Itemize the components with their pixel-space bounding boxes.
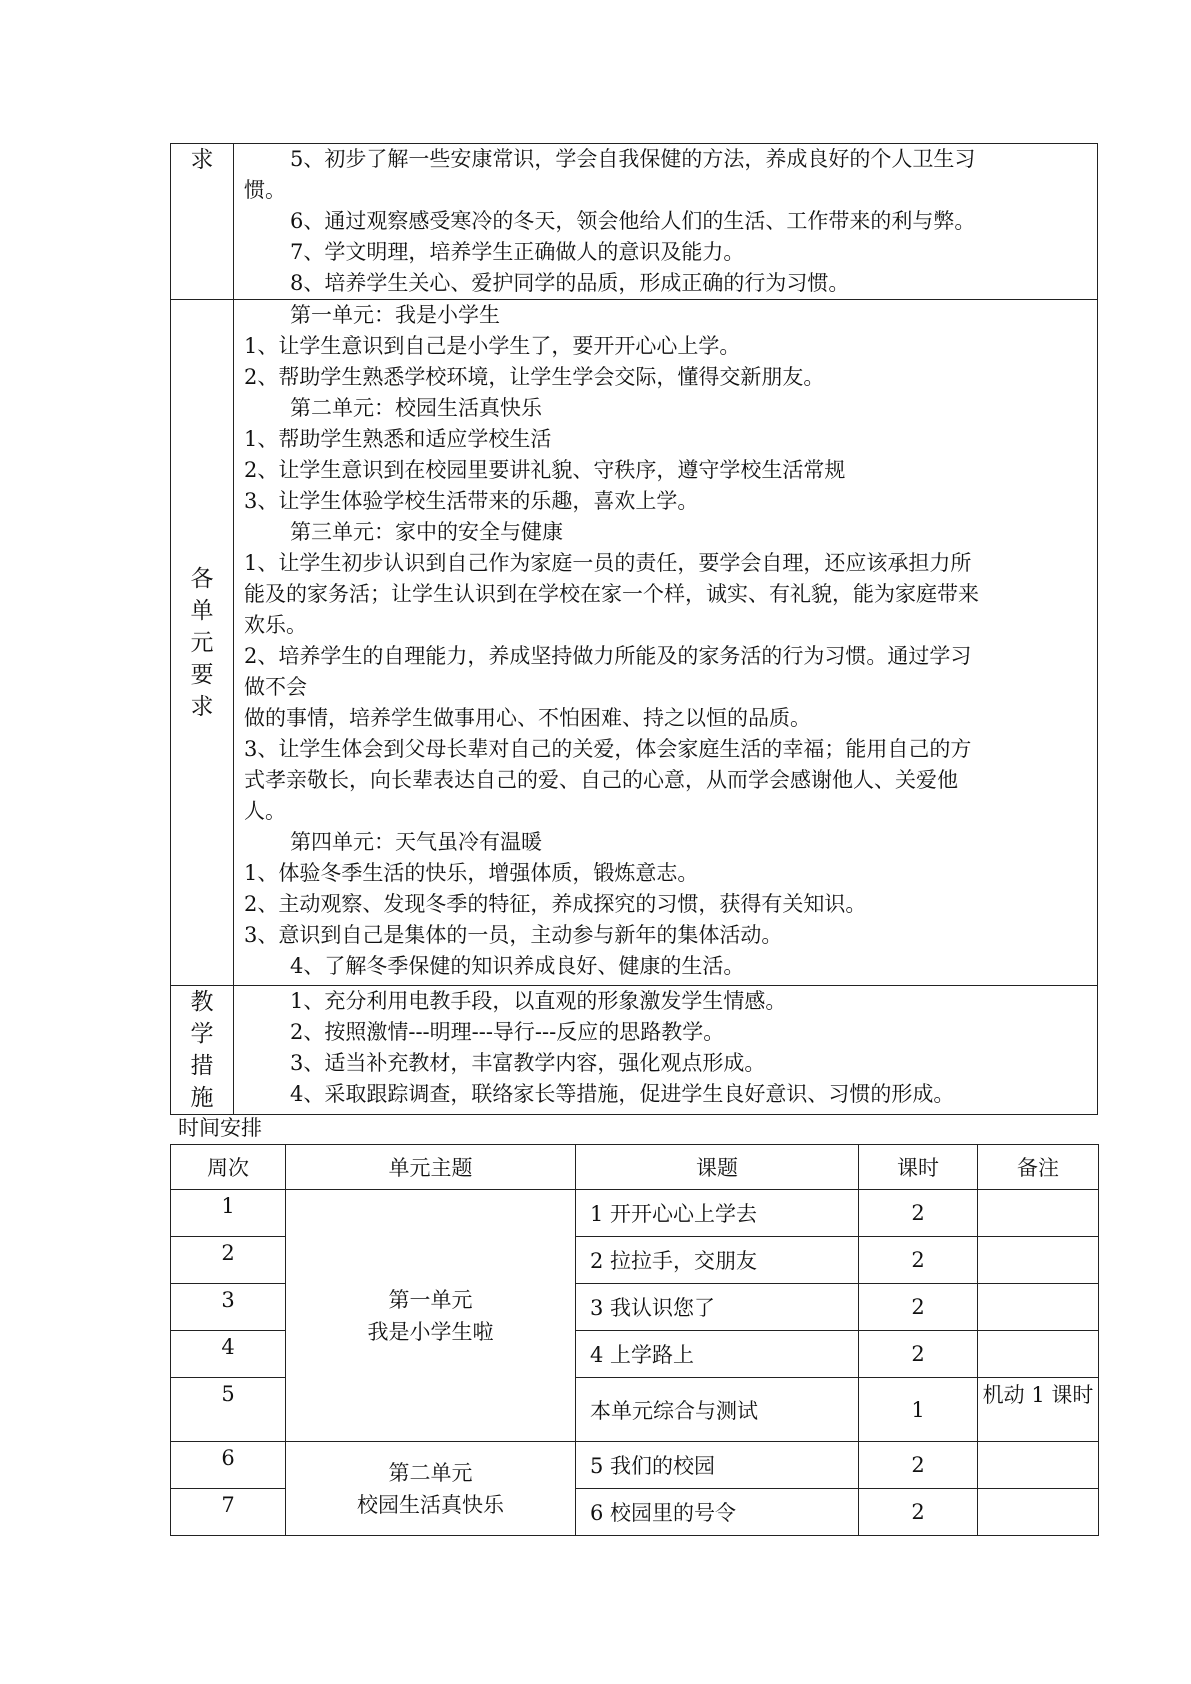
- requirement-line: 3、让学生体验学校生活带来的乐趣，喜欢上学。: [244, 489, 699, 513]
- unit-heading: 第三单元：家中的安全与健康: [290, 520, 563, 544]
- hours-cell: 1: [859, 1378, 978, 1442]
- requirement-line: 1、让学生初步认识到自己作为家庭一员的责任，要学会自理，还应该承担力所: [244, 551, 972, 575]
- header-week: 周次: [171, 1145, 286, 1190]
- requirement-line: 2、培养学生的自理能力，养成坚持做力所能及的家务活的行为习惯。通过学习: [244, 644, 972, 668]
- requirement-line: 4、了解冬季保健的知识养成良好、健康的生活。: [290, 954, 745, 978]
- requirement-line: 2、让学生意识到在校园里要讲礼貌、守秩序，遵守学校生活常规: [244, 458, 846, 482]
- requirement-line: 做不会: [244, 675, 307, 699]
- objective-line: 6、通过观察感受寒冷的冬天，领会他给人们的生活、工作带来的利与弊。: [290, 209, 976, 233]
- unit-requirements-content: [234, 300, 1098, 986]
- unit-heading: 第二单元：校园生活真快乐: [290, 396, 542, 420]
- requirement-line: 3、让学生体会到父母长辈对自己的关爱，体会家庭生活的幸福；能用自己的方: [244, 737, 972, 761]
- week-cell: 5: [171, 1378, 286, 1442]
- unit-requirements-row: [171, 300, 1098, 986]
- requirement-line: 2、主动观察、发现冬季的特征，养成探究的习惯，获得有关知识。: [244, 892, 867, 916]
- requirement-line: 欢乐。: [244, 613, 307, 637]
- schedule-header-row: [171, 1145, 1099, 1190]
- teaching-measures-row: [171, 986, 1098, 1115]
- header-hours: 课时: [859, 1145, 978, 1190]
- label-char: 元: [190, 629, 214, 656]
- objective-line: 惯。: [244, 178, 286, 202]
- teaching-measures-label: [171, 986, 234, 1115]
- label-char: 要: [190, 661, 214, 688]
- requirement-line: 能及的家务活；让学生认识到在学校在家一个样，诚实、有礼貌，能为家庭带来: [244, 582, 979, 606]
- header-note: 备注: [978, 1145, 1099, 1190]
- requirement-line: 2、帮助学生熟悉学校环境，让学生学会交际，懂得交新朋友。: [244, 365, 825, 389]
- note-cell: [978, 1442, 1099, 1489]
- week-cell: 2: [171, 1237, 286, 1284]
- topic-cell: 本单元综合与测试: [576, 1378, 859, 1442]
- schedule-table: [170, 1144, 1099, 1536]
- unit-heading: 第一单元：我是小学生: [290, 303, 500, 327]
- objective-line: 8、培养学生关心、爱护同学的品质，形成正确的行为习惯。: [290, 271, 850, 295]
- label-char: 求: [190, 693, 214, 720]
- week-cell: 3: [171, 1284, 286, 1331]
- plan-table: [170, 143, 1098, 1115]
- requirement-line: 人。: [244, 799, 286, 823]
- note-cell: [978, 1284, 1099, 1331]
- label-char: 学: [190, 1021, 214, 1047]
- label-char: 单: [190, 597, 214, 624]
- unit-name: 第一单元: [388, 1287, 473, 1312]
- note-cell: [978, 1331, 1099, 1378]
- teaching-measures-content: [234, 986, 1098, 1115]
- unit-requirements-label: [171, 300, 234, 986]
- requirement-line: 1、帮助学生熟悉和适应学校生活: [244, 427, 552, 451]
- label-char: 教: [190, 989, 214, 1015]
- requirement-line: 1、体验冬季生活的快乐，增强体质，锻炼意志。: [244, 861, 699, 885]
- unit-cell: [286, 1442, 576, 1536]
- measure-line: 2、按照激情---明理---导行---反应的思路教学。: [290, 1020, 725, 1044]
- hours-cell: 2: [859, 1331, 978, 1378]
- topic-cell: 3 我认识您了: [576, 1284, 859, 1331]
- objective-line: 7、学文明理，培养学生正确做人的意识及能力。: [290, 240, 745, 264]
- unit-name: 第二单元: [388, 1460, 473, 1485]
- label-char: 施: [190, 1085, 214, 1111]
- hours-cell: 2: [859, 1237, 978, 1284]
- objective-line: 5、初步了解一些安康常识，学会自我保健的方法，养成良好的个人卫生习: [290, 147, 976, 171]
- objectives-content: [234, 144, 1098, 300]
- topic-cell: 2 拉拉手，交朋友: [576, 1237, 859, 1284]
- note-cell: [978, 1237, 1099, 1284]
- label-char: 措: [190, 1053, 214, 1079]
- topic-cell: 1 开开心心上学去: [576, 1190, 859, 1237]
- topic-cell: 4 上学路上: [576, 1331, 859, 1378]
- objectives-row: [171, 144, 1098, 300]
- unit-heading: 第四单元：天气虽冷有温暖: [290, 830, 542, 854]
- measure-line: 3、适当补充教材，丰富教学内容，强化观点形成。: [290, 1051, 766, 1075]
- hours-cell: 2: [859, 1442, 978, 1489]
- week-cell: 7: [171, 1489, 286, 1536]
- topic-cell: 6 校园里的号令: [576, 1489, 859, 1536]
- measure-line: 1、充分利用电教手段，以直观的形象激发学生情感。: [290, 989, 787, 1013]
- hours-cell: 2: [859, 1284, 978, 1331]
- label-char: 各: [190, 565, 214, 592]
- header-topic: 课题: [576, 1145, 859, 1190]
- requirement-line: 3、意识到自己是集体的一员，主动参与新年的集体活动。: [244, 923, 783, 947]
- table-row: [171, 1442, 1099, 1489]
- unit-theme: 我是小学生啦: [367, 1319, 494, 1344]
- requirement-line: 1、让学生意识到自己是小学生了，要开开心心上学。: [244, 334, 741, 358]
- hours-cell: 2: [859, 1190, 978, 1237]
- note-cell: 机动 1 课时: [978, 1378, 1099, 1442]
- requirement-line: 式孝亲敬长，向长辈表达自己的爱、自己的心意，从而学会感谢他人、关爱他: [244, 768, 958, 792]
- note-cell: [978, 1489, 1099, 1536]
- topic-cell: 5 我们的校园: [576, 1442, 859, 1489]
- schedule-title: 时间安排: [178, 1116, 262, 1140]
- header-unit: 单元主题: [286, 1145, 576, 1190]
- table-row: [171, 1190, 1099, 1237]
- requirement-line: 做的事情，培养学生做事用心、不怕困难、持之以恒的品质。: [244, 706, 811, 730]
- unit-cell: [286, 1190, 576, 1442]
- objectives-label: 求: [171, 144, 234, 300]
- week-cell: 4: [171, 1331, 286, 1378]
- week-cell: 6: [171, 1442, 286, 1489]
- measure-line: 4、采取跟踪调查，联络家长等措施，促进学生良好意识、习惯的形成。: [290, 1082, 955, 1106]
- week-cell: 1: [171, 1190, 286, 1237]
- hours-cell: 2: [859, 1489, 978, 1536]
- note-cell: [978, 1190, 1099, 1237]
- unit-theme: 校园生活真快乐: [357, 1492, 504, 1517]
